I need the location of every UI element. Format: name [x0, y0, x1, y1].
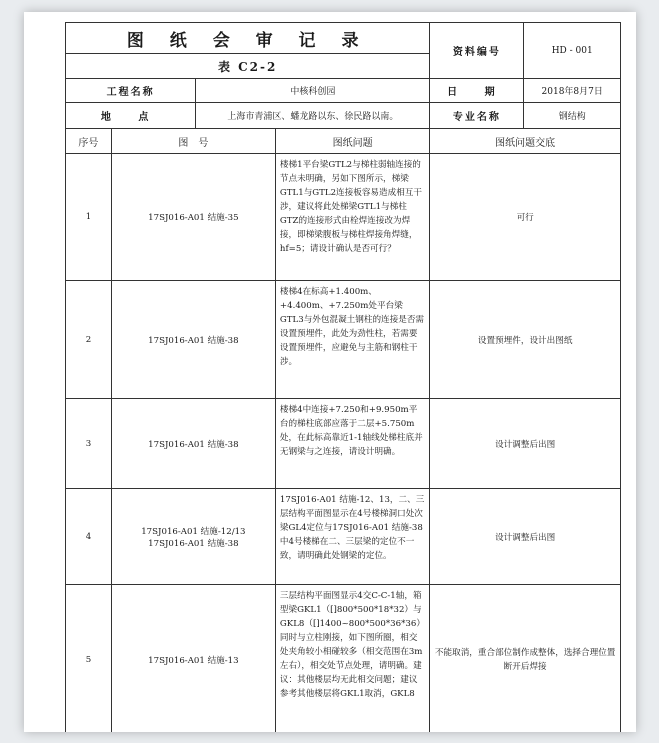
col-header-answer: 图纸问题交底 [430, 129, 621, 154]
table-row [66, 154, 621, 281]
row-no: 1 [66, 154, 112, 281]
row-issue: 楼梯4中连接+7.250和+9.950m平台的梯柱底部应落于二层+5.750m处，在此标高靠近1-1轴线处梯柱底并无钢梁与之连接，请设计明确。 [275, 399, 429, 489]
row-drawing-no-line1: 17SJ016-A01 结施-12/13 [141, 526, 246, 537]
row-drawing-no: 17SJ016-A01 结施-13 [111, 585, 275, 733]
row-no: 5 [66, 585, 112, 733]
project-name-label: 工程名称 [66, 79, 196, 103]
table-row [66, 489, 621, 585]
document-page [24, 12, 636, 732]
col-header-no: 序号 [66, 129, 112, 154]
document-title: 图 纸 会 审 记 录 [66, 23, 430, 54]
row-drawing-no: 17SJ016-A01 结施-35 [111, 154, 275, 281]
project-name-value: 中核科创园 [196, 79, 430, 103]
date-value: 2018年8月7日 [524, 79, 621, 103]
drawing-review-record-table [65, 22, 621, 732]
row-issue: 楼梯4在标高+1.400m、+4.400m、+7.250m处平台梁GTL3与外包混凝土钢柱的连接是否需设置预埋件，此处为劲性柱，若需要设置预埋件，应避免与主筋和钢柱干涉。 [275, 281, 429, 399]
row-drawing-no-line2: 17SJ016-A01 结施-38 [148, 538, 239, 549]
location-label: 地 点 [66, 103, 196, 129]
specialty-label: 专业名称 [430, 103, 524, 129]
row-no: 3 [66, 399, 112, 489]
row-answer: 不能取消，重合部位制作成整体，选择合理位置断开后焊接 [430, 585, 621, 733]
row-no: 4 [66, 489, 112, 585]
row-issue: 17SJ016-A01 结施-12、13，二、三层结构平面图显示在4号楼梯洞口处次梁GL4定位与17SJ016-A01 结施-38中4号楼梯在二、三层梁的定位不一致，请明确此处钢梁的定位。 [275, 489, 429, 585]
row-drawing-no: 17SJ016-A01 结施-38 [111, 399, 275, 489]
row-drawing-no [111, 489, 275, 585]
specialty-value: 钢结构 [524, 103, 621, 129]
table-row [66, 585, 621, 733]
form-number: 表 C2-2 [66, 54, 430, 79]
table-header-row [66, 129, 621, 154]
doc-no-value: HD - 001 [524, 23, 621, 79]
row-answer: 设计调整后出图 [430, 399, 621, 489]
doc-no-label: 资料编号 [430, 23, 524, 79]
location-value: 上海市青浦区、蟠龙路以东、徐民路以南。 [196, 103, 430, 129]
table-row [66, 281, 621, 399]
table-row [66, 399, 621, 489]
row-answer: 设置预埋件，设计出图纸 [430, 281, 621, 399]
row-issue: 楼梯1平台梁GTL2与梯柱弱轴连接的节点未明确，另如下图所示，梯梁GTL1与GTL2连接板容易造成相互干涉，建议将此处梯梁GTL1与梯柱GTZ的连接形式由栓焊连接改为焊接，即梯梁腹板与梯柱焊接角焊缝，hf=5；请设计确认是否可行？ [275, 154, 429, 281]
col-header-drawing: 图 号 [111, 129, 275, 154]
row-drawing-no: 17SJ016-A01 结施-38 [111, 281, 275, 399]
row-answer: 设计调整后出图 [430, 489, 621, 585]
row-issue: 三层结构平面图显示4交C-C-1轴，箱型梁GKL1（[]800*500*18*32）与GKL8（[]1400~800*500*36*36）同时与立柱刚接，如下图所圈，相交处夹角较小相碰较多（相交范围在3m左右），相交处节点处理，请明确。建议：其他楼层均无此相交问题；建议参考其他楼层将GKL1取消，GKL8 [275, 585, 429, 733]
row-answer: 可行 [430, 154, 621, 281]
col-header-issue: 图纸问题 [275, 129, 429, 154]
row-no: 2 [66, 281, 112, 399]
date-label: 日 期 [430, 79, 524, 103]
